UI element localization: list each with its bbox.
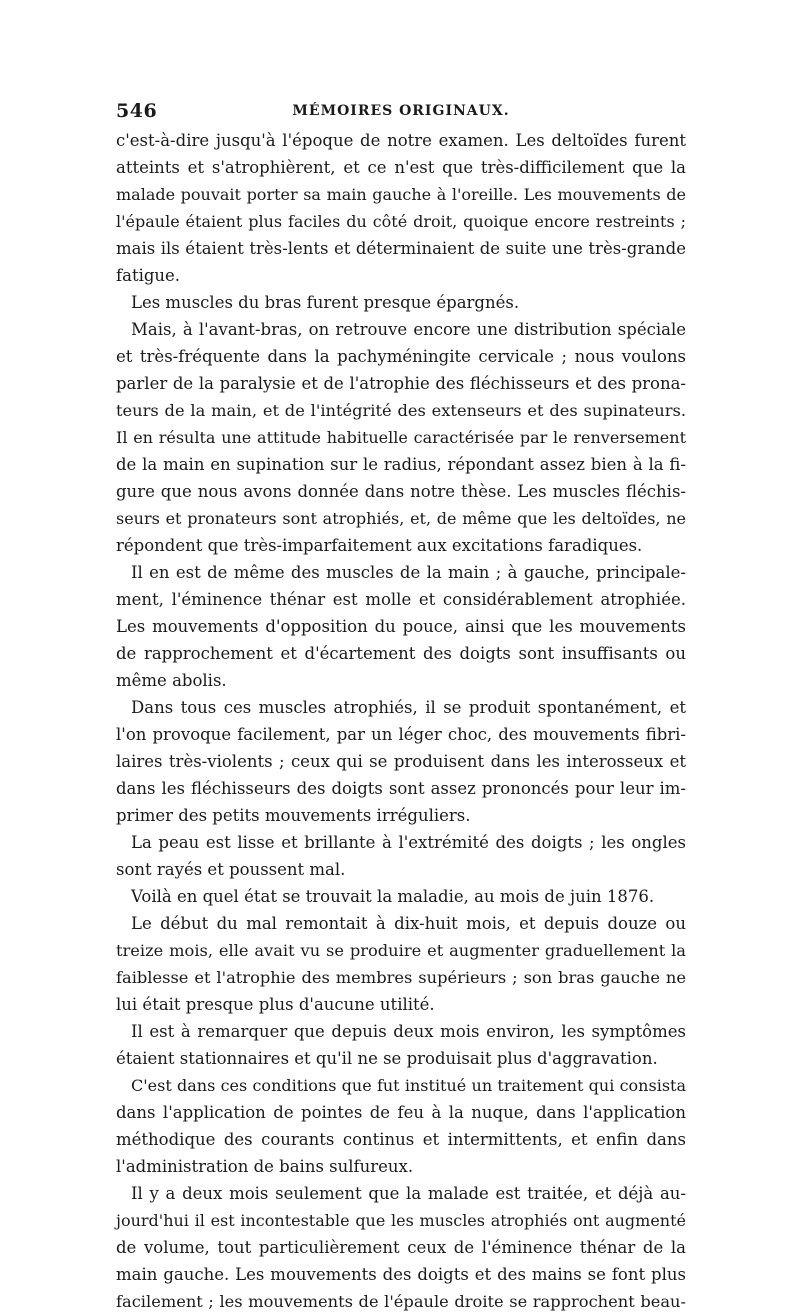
text-line: Les muscles du bras furent presque épargnés. [131, 293, 520, 312]
text-line: fatigue. [116, 266, 181, 285]
text-line: Les mouvements d'opposition du pouce, ainsi que les mouvements [116, 617, 686, 636]
text-line: et très-fréquente dans la pachyméningite cervicale ; nous voulons [116, 347, 686, 366]
text-line: faiblesse et l'atrophie des membres supérieurs ; son bras gauche ne [116, 968, 686, 987]
text-line: méthodique des courants continus et intermittents, et enfin dans [116, 1130, 686, 1149]
text-line: l'administration de bains sulfureux. [116, 1157, 414, 1176]
text-line: l'on provoque facilement, par un léger choc, des mouvements fibri- [116, 725, 686, 744]
text-line: Il y a deux mois seulement que la malade est traitée, et déjà au- [131, 1184, 686, 1203]
text-line: Le début du mal remontait à dix-huit mois, et depuis douze ou [131, 914, 686, 933]
page-number: 546 [116, 100, 158, 122]
text-line: même abolis. [116, 671, 227, 690]
text-line: Mais, à l'avant-bras, on retrouve encore une distribution spéciale [131, 320, 686, 339]
text-line: de rapprochement et d'écartement des doigts sont insuffisants ou [116, 644, 686, 663]
text-line: Il en résulta une attitude habituelle caractérisée par le renversement [116, 428, 686, 447]
journal-title: MÉMOIRES ORIGINAUX. [292, 103, 510, 119]
text-line: main gauche. Les mouvements des doigts et des mains se font plus [116, 1265, 686, 1284]
text-line: La peau est lisse et brillante à l'extrémité des doigts ; les ongles [131, 833, 686, 852]
text-line: jourd'hui il est incontestable que les muscles atrophiés ont augmenté [116, 1211, 686, 1230]
text-line: laires très-violents ; ceux qui se produisent dans les interosseux et [116, 752, 686, 771]
text-line: atteints et s'atrophièrent, et ce n'est que très-difficilement que la [116, 158, 686, 177]
text-line: Voilà en quel état se trouvait la maladie, au mois de juin 1876. [131, 887, 655, 906]
text-line: facilement ; les mouvements de l'épaule droite se rapprochent beau- [116, 1292, 686, 1311]
text-line: seurs et pronateurs sont atrophiés, et, de même que les deltoïdes, ne [116, 509, 686, 528]
text-line: C'est dans ces conditions que fut institué un traitement qui consista [131, 1076, 686, 1095]
text-line: étaient stationnaires et qu'il ne se produisait plus d'aggravation. [116, 1049, 658, 1068]
text-line: Il est à remarquer que depuis deux mois environ, les symptômes [131, 1022, 686, 1041]
text-line: c'est-à-dire jusqu'à l'époque de notre examen. Les deltoïdes furent [116, 131, 686, 150]
text-line: dans les fléchisseurs des doigts sont assez prononcés pour leur im- [116, 779, 686, 798]
text-line: sont rayés et poussent mal. [116, 860, 346, 879]
text-line: primer des petits mouvements irréguliers. [116, 806, 471, 825]
text-line: treize mois, elle avait vu se produire et augmenter graduellement la [116, 941, 686, 960]
text-line: Il en est de même des muscles de la main ; à gauche, principale- [131, 563, 686, 582]
text-line: dans l'application de pointes de feu à la nuque, dans l'application [116, 1103, 686, 1122]
text-line: lui était presque plus d'aucune utilité. [116, 995, 435, 1014]
text-line: l'épaule étaient plus faciles du côté droit, quoique encore restreints ; [116, 212, 686, 231]
text-line: teurs de la main, et de l'intégrité des extenseurs et des supinateurs. [116, 401, 686, 420]
text-line: de volume, tout particulièrement ceux de l'éminence thénar de la [116, 1238, 686, 1257]
text-line: mais ils étaient très-lents et déterminaient de suite une très-grande [116, 239, 686, 258]
text-line: de la main en supination sur le radius, répondant assez bien à la fi- [116, 455, 686, 474]
text-line: Dans tous ces muscles atrophiés, il se produit spontanément, et [131, 698, 686, 717]
running-head [116, 100, 686, 126]
text-line: gure que nous avons donnée dans notre thèse. Les muscles fléchis- [116, 482, 686, 501]
text-line: parler de la paralysie et de l'atrophie des fléchisseurs et des prona- [116, 374, 686, 393]
text-line: malade pouvait porter sa main gauche à l'oreille. Les mouvements de [116, 185, 686, 204]
text-line: ment, l'éminence thénar est molle et considérablement atrophiée. [116, 590, 686, 609]
body-text [116, 127, 686, 1315]
text-line: répondent que très-imparfaitement aux excitations faradiques. [116, 536, 643, 555]
